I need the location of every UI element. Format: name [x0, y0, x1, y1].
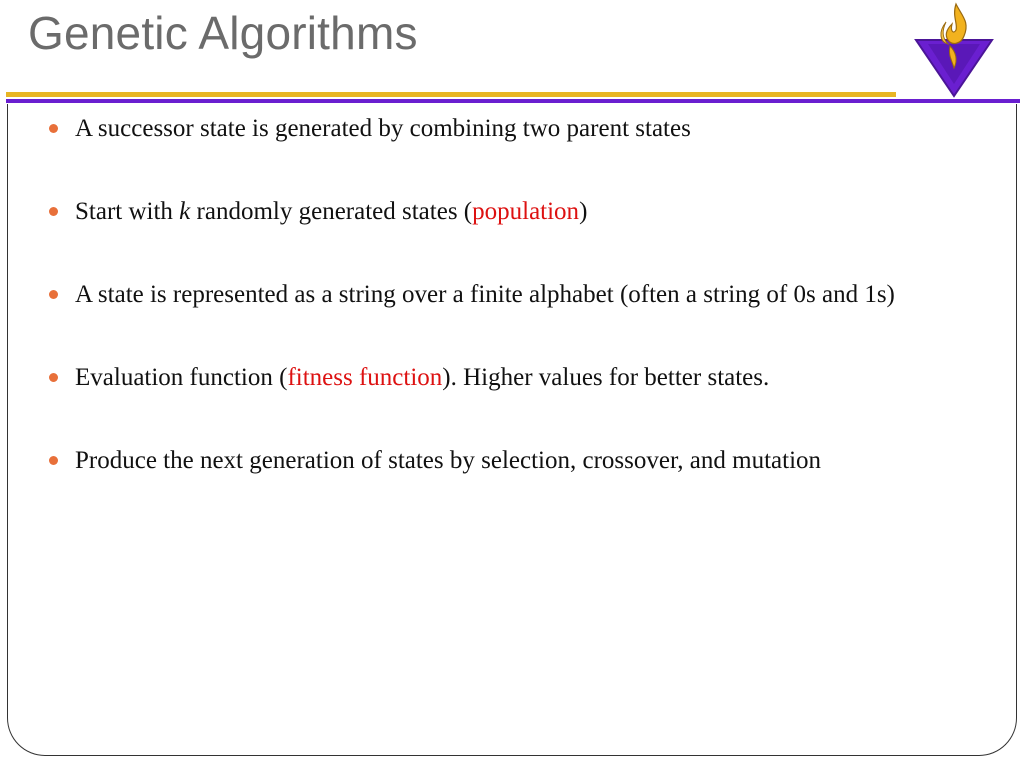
bullet-text-mid: randomly generated states (	[190, 198, 473, 225]
bullet-text-end: )	[579, 198, 588, 225]
bullet-dot-icon	[49, 373, 58, 382]
bullet-dot-icon	[49, 124, 58, 133]
slide-title: Genetic Algorithms	[28, 7, 418, 59]
bullet-text: Produce the next generation of states by selection, crossover, and mutation	[75, 447, 822, 474]
bullet-text-start: Evaluation function (	[75, 364, 288, 391]
bullet-dot-icon	[49, 456, 58, 465]
bullet-text-end: ). Higher values for better states.	[442, 364, 770, 391]
highlight-term-fitness-function: fitness function	[287, 364, 443, 391]
bullet-item	[44, 444, 994, 477]
bullet-item	[44, 195, 994, 228]
bullet-text-start: Start with	[75, 198, 180, 225]
bullet-item	[44, 112, 994, 145]
bullet-dot-icon	[49, 207, 58, 216]
flame-triangle-logo-icon	[912, 2, 996, 98]
bullet-text: A state is represented as a string over a finite alphabet (often a string of 0s and 1s)	[75, 281, 895, 308]
bullet-text: A successor state is generated by combining two parent states	[75, 115, 691, 142]
gold-title-rule	[6, 92, 896, 97]
variable-k: k	[179, 198, 191, 225]
bullet-list	[44, 112, 994, 527]
purple-title-rule	[6, 99, 1020, 103]
bullet-item	[44, 361, 994, 394]
bullet-item	[44, 278, 994, 311]
highlight-term-population: population	[472, 198, 580, 225]
bullet-dot-icon	[49, 290, 58, 299]
